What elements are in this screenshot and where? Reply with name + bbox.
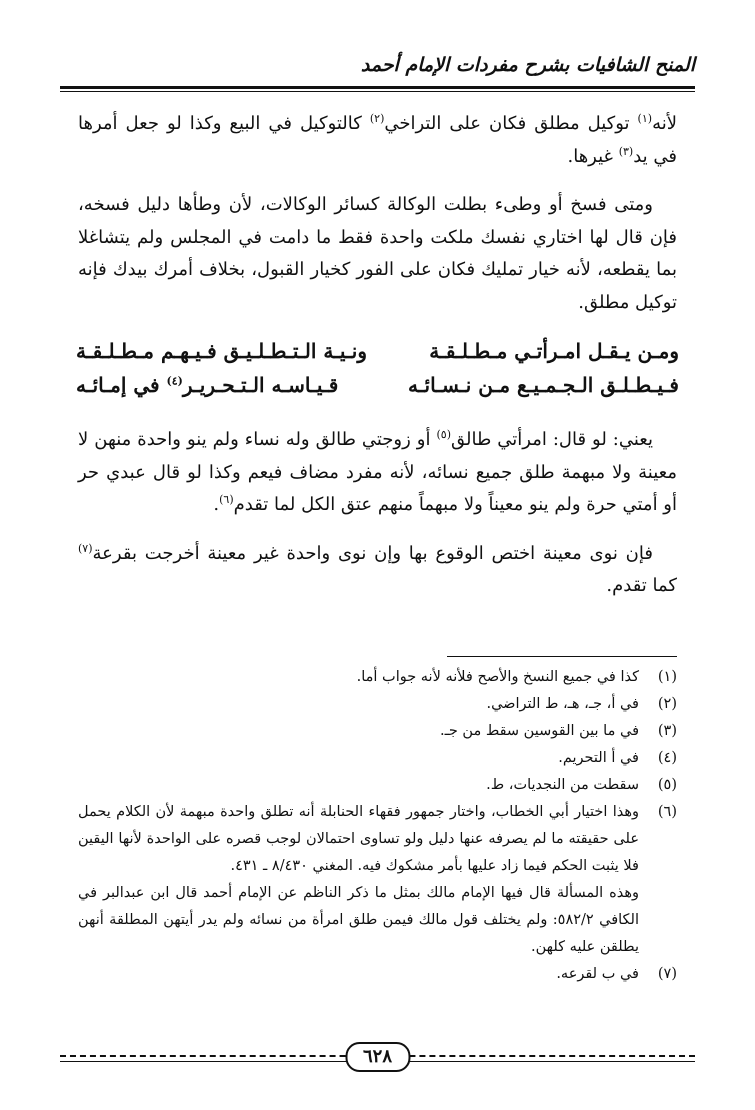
footnote-number: (٥)	[657, 777, 677, 793]
footnote-number: (٣)	[657, 723, 677, 739]
paragraph-text: لأنه	[652, 113, 677, 134]
page-footer	[60, 1042, 695, 1072]
verse-text: في إمـائـه	[76, 373, 167, 397]
footnote-number: (١)	[657, 669, 677, 685]
paragraph-2: ومتى فسخ أو وطىء بطلت الوكالة كسائر الوكالات، لأن وطأها دليل فسخه، فإن قال لها اختاري نفسك ملكت واحدة فقط ما دامت في المجلس ولم يتشاغلا بما يقطعه، لأنه خيار تمليك فكان على الفور كخيار القبول، بخلاف أمرك بيدك فإنه توكيل مطلق.	[78, 194, 677, 313]
footnote-ref: (١)	[637, 112, 653, 125]
verse-block	[76, 334, 679, 402]
verse-hemistich-right: فـيـطـلـق الـجـمـيـع مـن نـسـائـه	[407, 373, 679, 397]
footnote	[78, 664, 677, 691]
footnote-ref: (٦)	[219, 493, 234, 506]
footnote-ref: (٧)	[78, 541, 93, 555]
verse-text: قـيـاسـه الـتـحـريـر	[182, 373, 339, 397]
footnote-number: (٤)	[657, 750, 677, 766]
footnote-text: كذا في جميع النسخ والأصح فلأنه لأنه جواب أما.	[356, 669, 639, 685]
paragraph-text: غيرها.	[567, 145, 619, 167]
paragraph-4	[78, 538, 677, 603]
footnote	[78, 745, 677, 772]
verse-hemistich-left	[76, 368, 338, 402]
page-number: ٦٢٨	[345, 1042, 410, 1072]
footnotes	[78, 664, 677, 988]
verse-line-2	[76, 368, 679, 402]
footnote-text: سقطت من النجديات، ط.	[486, 777, 639, 793]
paragraph-text: فإن نوى معينة اختص الوقوع بها وإن نوى واحدة غير معينة أخرجت بقرعة	[92, 542, 653, 564]
footnote-number: (٢)	[657, 696, 677, 712]
paragraph-3	[78, 424, 677, 522]
footnote	[78, 799, 677, 880]
paragraph-text: كالتوكيل في البيع وكذا لو جعل أمرها في يد	[78, 113, 677, 167]
paragraph-text: يعني: لو قال: امرأتي طالق	[450, 429, 653, 450]
footnote-ref: (٤)	[166, 374, 183, 388]
footnote-continuation: وهذه المسألة قال فيها الإمام مالك بمثل ما ذكر الناظم عن الإمام أحمد قال ابن عبدالبر في الكافي ٥٨٢/٢: ولم يختلف قول مالك فيمن طلق امرأة من نسائه ولم يدر أيتهن المطلقة أنهن يطلقن عليه كلهن.	[78, 885, 639, 955]
footnote	[78, 961, 677, 988]
footnote-ref: (٥)	[436, 428, 451, 441]
header-rule	[60, 86, 695, 89]
main-text-bottom	[78, 424, 677, 619]
footnote-text: في ما بين القوسين سقط من جـ.	[439, 723, 639, 739]
running-header: المنح الشافيات بشرح مفردات الإمام أحمد	[360, 54, 695, 76]
footnote	[78, 772, 677, 799]
footnote-text: في أ التحريم.	[558, 750, 639, 766]
footnote	[78, 691, 677, 718]
paragraph-text: أو زوجتي طالق وله نساء ولم ينو واحدة منهن لا معينة ولا مبهمة طلق جميع نسائه، لأنه مفرد مضاف فيعم وكذا لو قال عبدي حر أو أمتي حرة ولم ينو معيناً ولا مبهماً منهم عتق الكل لما تقدم	[78, 429, 677, 515]
footnote-number: (٧)	[657, 966, 677, 982]
main-text-top	[78, 108, 677, 335]
paragraph-text: كما تقدم.	[606, 575, 677, 596]
footnote-ref: (٢)	[369, 112, 385, 125]
footnote-text: في أ، جـ، هـ، ط التراضي.	[486, 696, 639, 712]
verse-hemistich-left: ونـيـة الـتـطـلـيـق فـيـهـم مـطـلـقـة	[76, 339, 368, 363]
footnote-text: في ب لقرعه.	[556, 966, 639, 982]
footnote-number: (٦)	[657, 804, 677, 820]
verse-line-1	[76, 334, 679, 368]
footnote	[78, 718, 677, 745]
footnote-ref: (٣)	[618, 144, 634, 158]
verse-hemistich-right: ومـن يـقـل امـرأتـي مـطـلـقـة	[429, 339, 679, 363]
paragraph-1	[78, 108, 677, 173]
paragraph-text: توكيل مطلق فكان على التراخي	[384, 113, 638, 134]
footnote-text: وهذا اختيار أبي الخطاب، واختار جمهور فقهاء الحنابلة أنه تطلق واحدة مبهمة لأن الكلام يحمل على حقيقته ما لم يصرفه عنها دليل ولو تساوى احتمالان لوجب قصره على الواحدة لأنها اليقين فلا يثبت الحكم فيما زاد عليها بأمر مشكوك فيه. المغني ٨/٤٣٠ ـ ٤٣١.	[78, 804, 639, 874]
paragraph-text: .	[213, 494, 220, 515]
footnote-separator	[447, 656, 677, 657]
header-rule-thin	[60, 91, 695, 92]
